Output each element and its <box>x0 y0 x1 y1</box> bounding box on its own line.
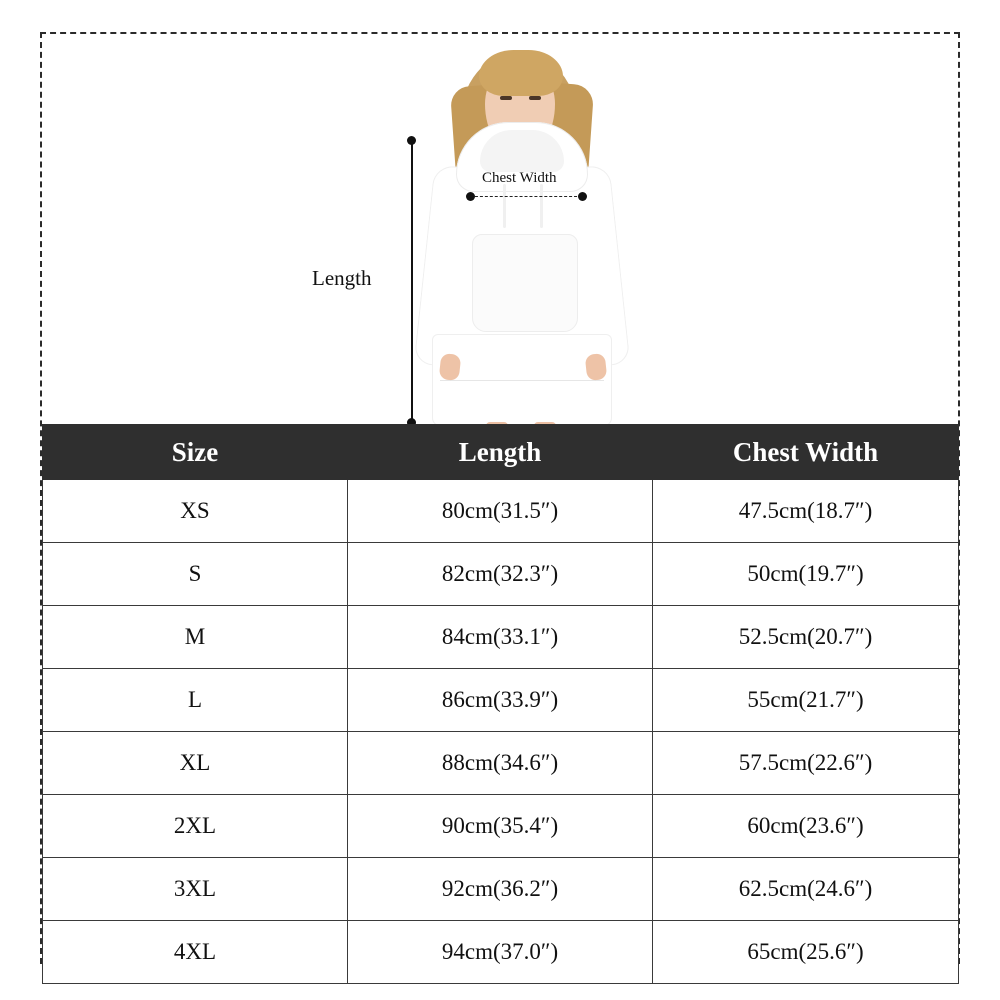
hoodie-hood-inner <box>480 130 564 172</box>
table-row <box>43 921 959 984</box>
cell-length: 80cm(31.5″) <box>348 480 653 543</box>
table-row <box>43 732 959 795</box>
table-row <box>43 795 959 858</box>
cell-size: L <box>43 669 348 732</box>
cell-length: 88cm(34.6″) <box>348 732 653 795</box>
cell-length: 86cm(33.9″) <box>348 669 653 732</box>
table-row <box>43 480 959 543</box>
cell-chest-width: 57.5cm(22.6″) <box>653 732 959 795</box>
length-measure-line <box>411 140 413 422</box>
chest-measure-line <box>470 196 582 197</box>
table-row <box>43 543 959 606</box>
cell-length: 94cm(37.0″) <box>348 921 653 984</box>
cell-length: 90cm(35.4″) <box>348 795 653 858</box>
cell-length: 82cm(32.3″) <box>348 543 653 606</box>
cell-size: M <box>43 606 348 669</box>
table-row <box>43 858 959 921</box>
size-table-head <box>43 425 959 480</box>
cell-chest-width: 60cm(23.6″) <box>653 795 959 858</box>
table-row <box>43 606 959 669</box>
length-measure-label: Length <box>312 266 372 290</box>
size-table <box>42 424 959 984</box>
column-header-size: Size <box>43 425 348 480</box>
cell-size: 2XL <box>43 795 348 858</box>
column-header-chest-width: Chest Width <box>653 425 959 480</box>
hoodie-drawstring-right <box>540 184 543 228</box>
cell-size: XL <box>43 732 348 795</box>
cell-chest-width: 62.5cm(24.6″) <box>653 858 959 921</box>
chest-measure-label: Chest Width <box>482 170 557 186</box>
model-eye-left <box>500 96 512 100</box>
cell-length: 84cm(33.1″) <box>348 606 653 669</box>
chest-endpoint-left-icon <box>466 192 475 201</box>
cell-chest-width: 65cm(25.6″) <box>653 921 959 984</box>
chest-endpoint-right-icon <box>578 192 587 201</box>
model-hand-right <box>585 353 608 381</box>
cell-chest-width: 52.5cm(20.7″) <box>653 606 959 669</box>
product-illustration <box>42 34 958 424</box>
table-header-row <box>43 425 959 480</box>
hoodie-pocket <box>472 234 578 332</box>
length-endpoint-top-icon <box>407 136 416 145</box>
hoodie-hem-line <box>440 380 604 381</box>
table-row <box>43 669 959 732</box>
column-header-length: Length <box>348 425 653 480</box>
cell-size: 3XL <box>43 858 348 921</box>
cell-chest-width: 55cm(21.7″) <box>653 669 959 732</box>
cell-size: XS <box>43 480 348 543</box>
size-table-body <box>43 480 959 984</box>
cell-length: 92cm(36.2″) <box>348 858 653 921</box>
model-eye-right <box>529 96 541 100</box>
hoodie-skirt <box>432 334 612 424</box>
hoodie-drawstring-left <box>503 184 506 228</box>
cell-size: S <box>43 543 348 606</box>
model-hair-fringe <box>479 50 563 96</box>
cell-size: 4XL <box>43 921 348 984</box>
cell-chest-width: 50cm(19.7″) <box>653 543 959 606</box>
cell-chest-width: 47.5cm(18.7″) <box>653 480 959 543</box>
